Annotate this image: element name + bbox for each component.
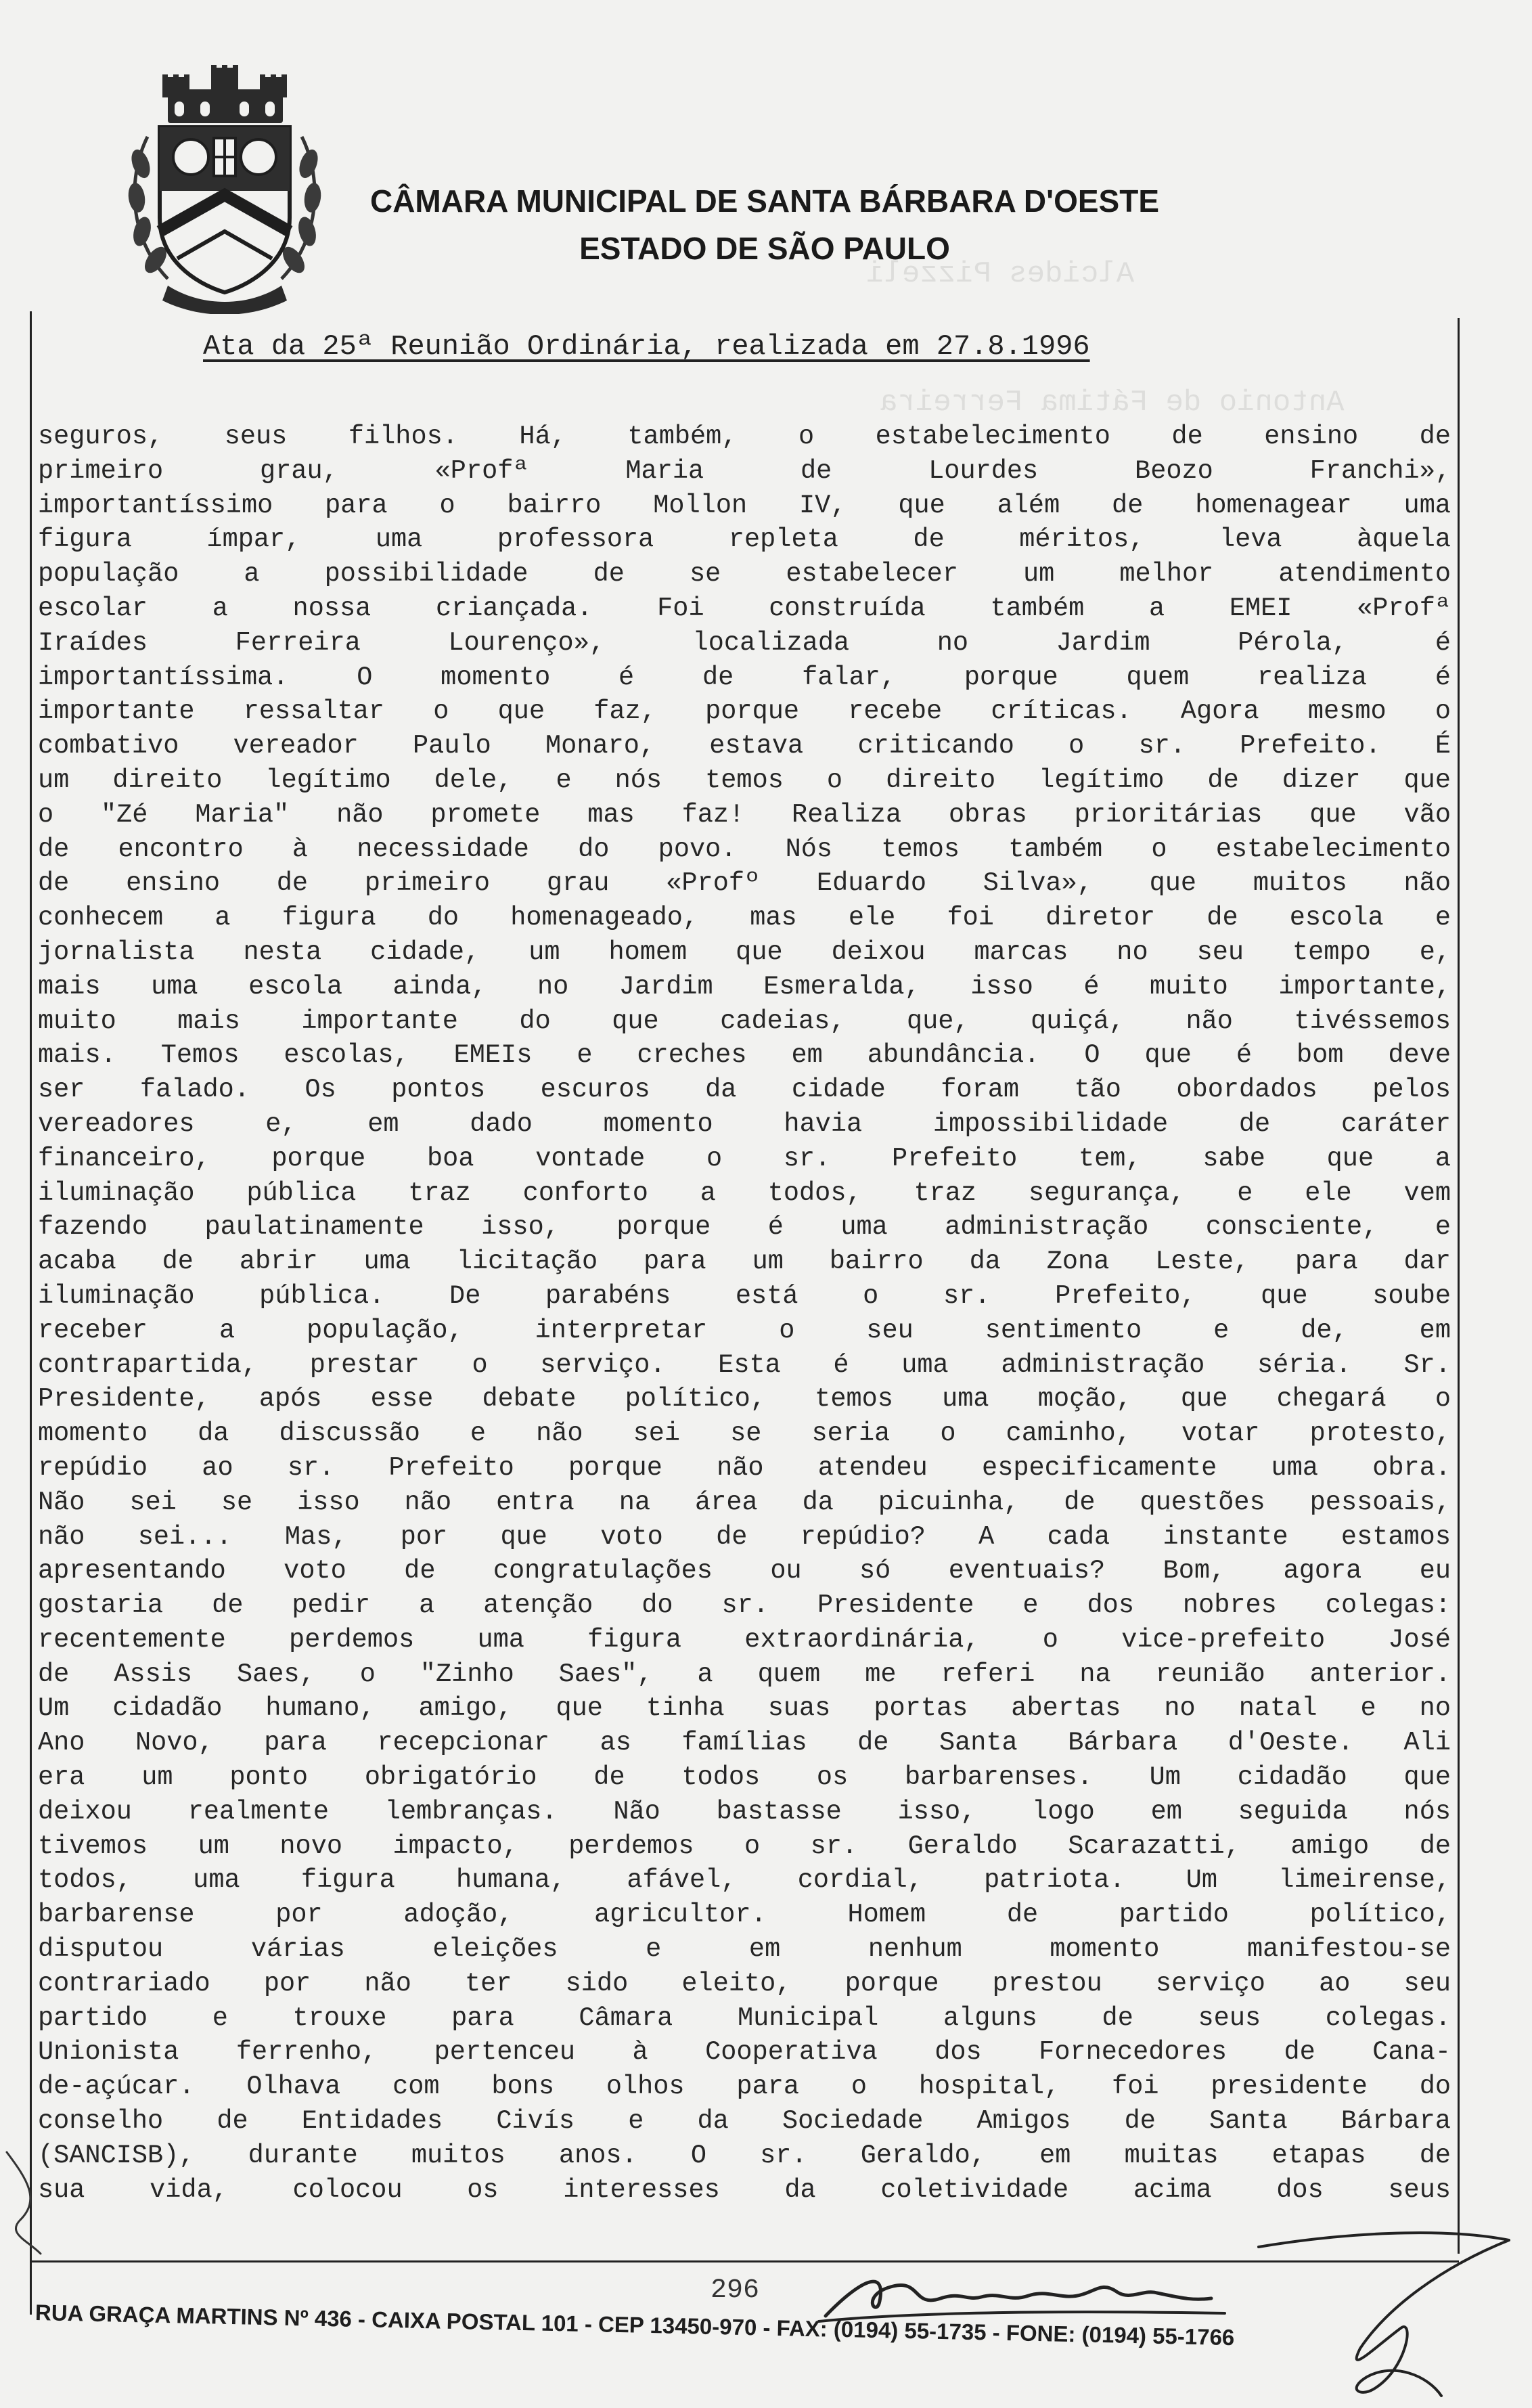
text-line: Ano Novo, para recepcionar as famílias de Santa Bárbara d'Oeste. Ali: [38, 1728, 1451, 1758]
text-line: apresentando voto de congratulações ou só eventuais? Bom, agora eu: [38, 1556, 1451, 1586]
text-line: partido e trouxe para Câmara Municipal alguns de seus colegas.: [38, 2003, 1451, 2033]
text-line: tivemos um novo impacto, perdemos o sr. Geraldo Scarazatti, amigo de: [38, 1831, 1451, 1861]
text-line: seguros, seus filhos. Há, também, o estabelecimento de ensino de: [38, 422, 1451, 451]
text-line: Não sei se isso não entra na área da picuinha, de questões pessoais,: [38, 1487, 1451, 1517]
frame-border-right: [1458, 318, 1460, 2254]
institution-state: ESTADO DE SÃO PAULO: [579, 231, 950, 266]
text-line: disputou várias eleições e em nenhum momento manifestou-se: [38, 1934, 1451, 1965]
text-line: um direito legítimo dele, e nós temos o direito legítimo de dizer que: [38, 765, 1451, 795]
text-line: de Assis Saes, o "Zinho Saes", a quem me referi na reunião anterior.: [38, 1659, 1451, 1689]
text-line: financeiro, porque boa vontade o sr. Prefeito tem, sabe que a: [38, 1143, 1451, 1174]
text-line: era um ponto obrigatório de todos os barbarenses. Um cidadão que: [38, 1762, 1451, 1793]
text-line: gostaria de pedir a atenção do sr. Presidente e dos nobres colegas:: [38, 1590, 1451, 1621]
minutes-body-text: [38, 420, 1451, 2207]
text-line: o "Zé Maria" não promete mas faz! Realiza obras prioritárias que vão: [38, 799, 1451, 830]
text-line: Iraídes Ferreira Lourenço», localizada no Jardim Pérola, é: [38, 627, 1451, 658]
text-line: momento da discussão e não sei se seria o caminho, votar protesto,: [38, 1419, 1451, 1449]
bleed-through-mark: Antonio de Fátima Ferreira: [880, 386, 1345, 420]
institution-name: CÂMARA MUNICIPAL DE SANTA BÁRBARA D'OESTE: [369, 183, 1160, 219]
text-line: muito mais importante do que cadeias, que, quiçá, não tivéssemos: [38, 1006, 1451, 1036]
text-line: conhecem a figura do homenageado, mas ele foi diretor de escola e: [38, 903, 1451, 933]
signature-mark-right: [1238, 2227, 1523, 2408]
text-line: acaba de abrir uma licitação para um bairro da Zona Leste, para dar: [38, 1247, 1451, 1277]
text-line: importantíssimo para o bairro Mollon IV, que além de homenagear uma: [38, 490, 1451, 520]
text-line: iluminação pública traz conforto a todos, traz segurança, e ele vem: [38, 1178, 1451, 1208]
text-line: escolar a nossa criançada. Foi construída também a EMEI «Profª: [38, 593, 1451, 623]
text-line: ser falado. Os pontos escuros da cidade foram tão obordados pelos: [38, 1075, 1451, 1105]
text-line: importantíssima. O momento é de falar, porque quem realiza é: [38, 662, 1451, 692]
text-line: contrariado por não ter sido eleito, porque prestou serviço ao seu: [38, 1968, 1451, 1999]
bleed-through-mark: Alcides Pizzeli: [866, 257, 1135, 291]
minutes-title: Ata da 25ª Reunião Ordinária, realizada em 27.8.1996: [203, 330, 1090, 363]
text-line: vereadores e, em dado momento havia impossibilidade de caráter: [38, 1109, 1451, 1139]
text-line: receber a população, interpretar o seu sentimento e de, em: [38, 1315, 1451, 1345]
text-line: de-açúcar. Olhava com bons olhos para o hospital, foi presidente do: [38, 2072, 1451, 2102]
text-line: Unionista ferrenho, pertenceu à Cooperativa dos Fornecedores de Cana-: [38, 2037, 1451, 2068]
signature-mark-left: [0, 2139, 54, 2260]
text-line: de encontro à necessidade do povo. Nós temos também o estabelecimento: [38, 834, 1451, 864]
text-line: fazendo paulatinamente isso, porque é uma administração consciente, e: [38, 1212, 1451, 1243]
footer-address: RUA GRAÇA MARTINS Nº 436 - CAIXA POSTAL 101 - CEP 13450-970 - FAX: (0194) 55-1735 - FONE: (0194) 55-1766: [35, 2300, 1235, 2350]
page-number: 296: [711, 2275, 760, 2306]
text-line: contrapartida, prestar o serviço. Esta é uma administração séria. Sr.: [38, 1350, 1451, 1380]
text-line: Presidente, após esse debate político, temos uma moção, que chegará o: [38, 1384, 1451, 1414]
text-line: todos, uma figura humana, afável, cordial, patriota. Um limeirense,: [38, 1865, 1451, 1896]
coat-of-arms-icon: [120, 62, 329, 314]
text-line: combativo vereador Paulo Monaro, estava criticando o sr. Prefeito. É: [38, 731, 1451, 761]
text-line: jornalista nesta cidade, um homem que deixou marcas no seu tempo e,: [38, 937, 1451, 967]
text-line: mais uma escola ainda, no Jardim Esmeralda, isso é muito importante,: [38, 971, 1451, 1002]
text-line: de ensino de primeiro grau «Profº Eduardo Silva», que muitos não: [38, 868, 1451, 899]
text-line: sua vida, colocou os interesses da coletividade acima dos seus: [38, 2175, 1451, 2205]
text-line: barbarense por adoção, agricultor. Homem de partido político,: [38, 1900, 1451, 1930]
text-line: primeiro grau, «Profª Maria de Lourdes Beozo Franchi»,: [38, 455, 1451, 486]
text-line: importante ressaltar o que faz, porque recebe críticas. Agora mesmo o: [38, 696, 1451, 727]
text-line: iluminação pública. De parabéns está o sr. Prefeito, que soube: [38, 1280, 1451, 1311]
text-line: deixou realmente lembranças. Não bastasse isso, logo em seguida nós: [38, 1796, 1451, 1827]
frame-border-left: [30, 311, 32, 2315]
text-line: figura ímpar, uma professora repleta de méritos, leva àquela: [38, 525, 1451, 555]
text-line: não sei... Mas, por que voto de repúdio? A cada instante estamos: [38, 1521, 1451, 1552]
text-line: mais. Temos escolas, EMEIs e creches em abundância. O que é bom deve: [38, 1040, 1451, 1071]
text-line: Um cidadão humano, amigo, que tinha suas portas abertas no natal e no: [38, 1693, 1451, 1724]
text-line: (SANCISB), durante muitos anos. O sr. Geraldo, em muitas etapas de: [38, 2140, 1451, 2170]
text-line: população a possibilidade de se estabelecer um melhor atendimento: [38, 559, 1451, 589]
text-line: conselho de Entidades Civís e da Sociedade Amigos de Santa Bárbara: [38, 2106, 1451, 2137]
text-line: repúdio ao sr. Prefeito porque não atendeu especificamente uma obra.: [38, 1452, 1451, 1483]
text-line: recentemente perdemos uma figura extraordinária, o vice-prefeito José: [38, 1624, 1451, 1655]
